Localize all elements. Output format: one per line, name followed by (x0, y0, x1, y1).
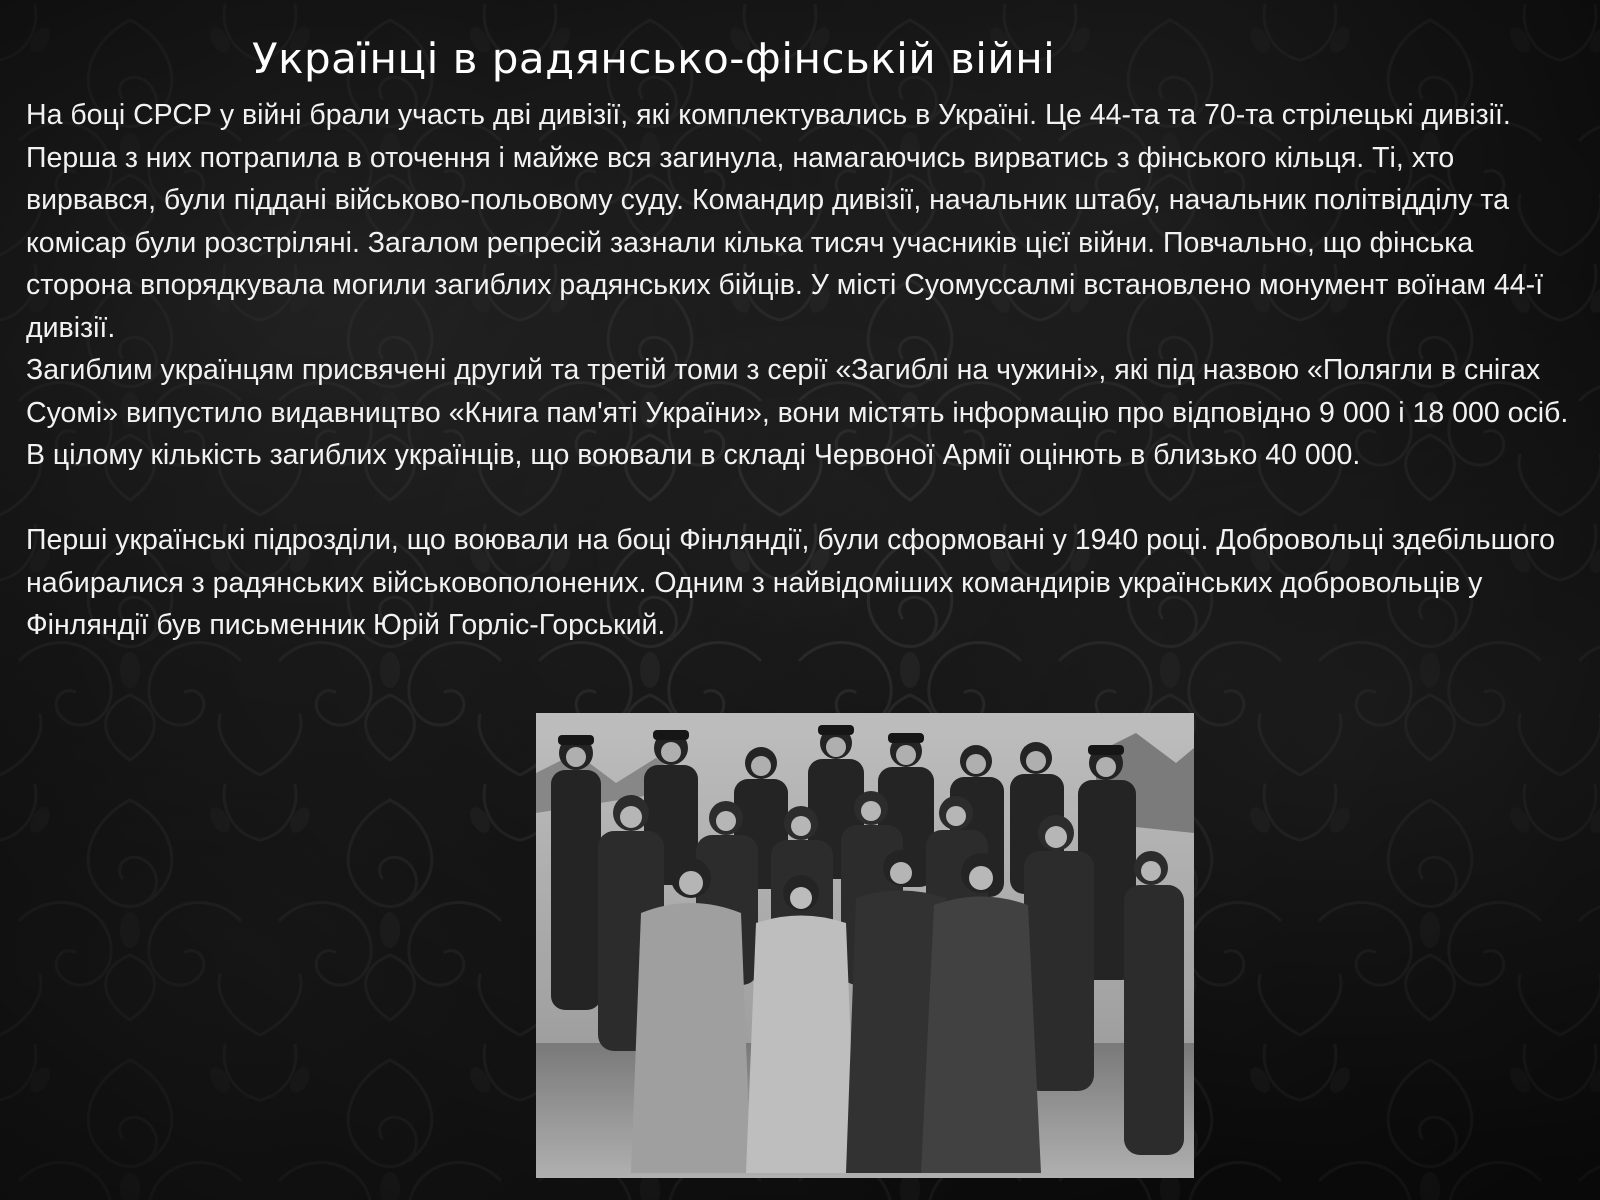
group-photo-illustration (536, 713, 1194, 1178)
slide-body (26, 94, 1581, 647)
group-photo (536, 713, 1194, 1178)
paragraph-ussr-divisions: На боці СРСР у війні брали участь дві дивізії, які комплектувались в Україні. Це 44-та та 70-та стрілецькі дивізії. Перша з них потрапила в оточення і майже вся загинула, намагаючись вирватись з фінського кільця. Ті, хто вирвався, були піддані військово-польовому суду. Командир дивізії, начальник штабу, начальник політвідділу та комісар були розстріляні. Загалом репресій зазнали кілька тисяч учасників цієї війни. Повчально, що фінська сторона впорядкувала могили загиблих радянських бійців. У місті Суомуссалмі встановлено монумент воїнам 44-ї дивізії. (26, 99, 1544, 344)
paragraph-spacer (26, 477, 1581, 520)
paragraph-finnish-volunteers: Перші українські підрозділи, що воювали на боці Фінляндії, були сформовані у 1940 році. Добровольці здебільшого набиралися з радянських військовополонених. Одним з найвідоміших командирів українських добровольців у Фінляндії був письменник Юрій Горліс-Горський. (26, 524, 1555, 641)
paragraph-memory-books: Загиблим українцям присвячені другий та третій томи з серії «Загиблі на чужині», які під назвою «Полягли в снігах Суомі» випустило видавництво «Книга пам'яті України», вони містять інформацію про відповідно 9 000 і 18 000 осіб. В цілому кількість загиблих українців, що воювали в складі Червоної Армії оцінють в близько 40 000. (26, 354, 1569, 471)
slide-title: Українці в радянсько-фінській війні (252, 34, 1056, 83)
